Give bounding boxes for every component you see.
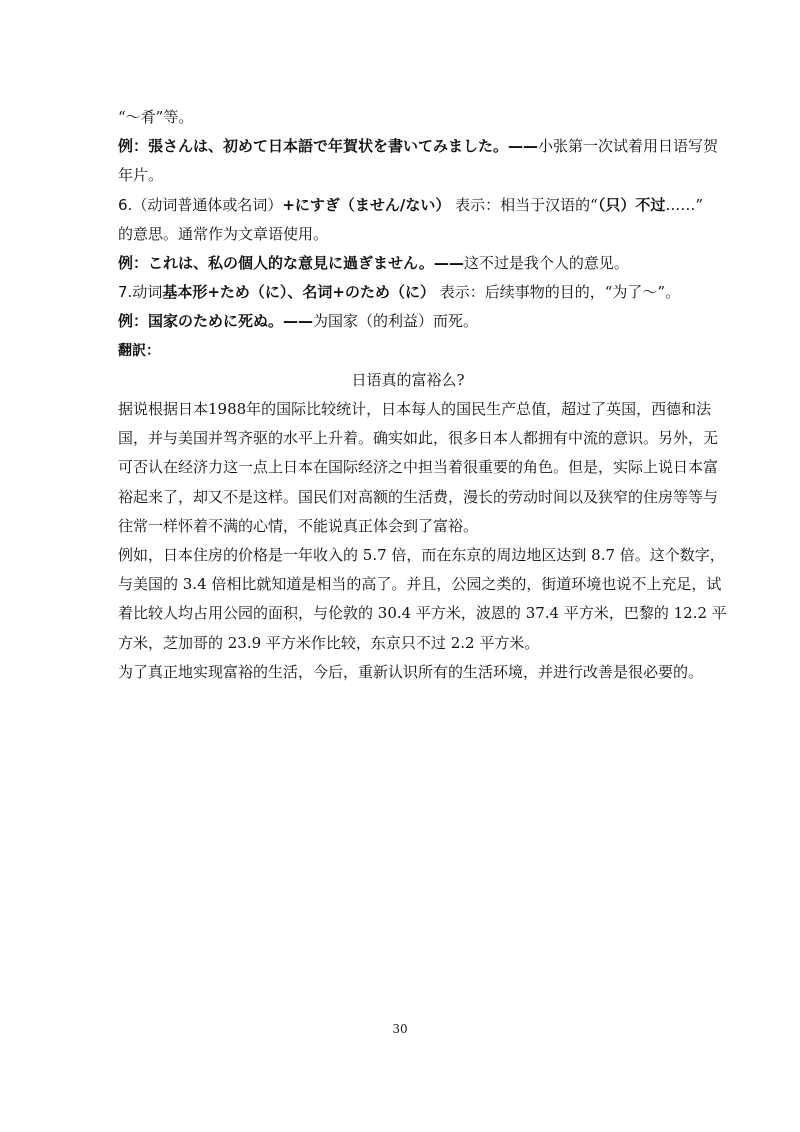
example-7 (118, 307, 688, 336)
item-pattern: 基本形+ため（に）、名词+のため（に） (162, 283, 435, 302)
item-description: 表示：相当于汉语的“ (450, 195, 598, 214)
item-pattern-prefix: （动词普通体或名词） (132, 195, 283, 214)
item-pattern: +にすぎ（ません/ない） (282, 195, 451, 214)
grammar-item-6-continued (118, 220, 688, 249)
example-5-continued (118, 161, 688, 190)
paragraph-2-line: 方米，芝加哥的 23.9 平方米作比较，东京只不过 2.2 平方米。 (118, 633, 540, 652)
example-japanese: 国家のために死ぬ。—— (148, 312, 314, 331)
example-6 (118, 249, 688, 278)
translation-heading: 翻訳： (118, 342, 160, 359)
item-description: 表示：后续事物的目的，“为了～”。 (434, 283, 681, 302)
paragraph-2-line: 与美国的 3.4 倍相比就知道是相当的高了。并且，公园之类的，街道环境也说不上充足，试 (118, 575, 722, 594)
paragraph-1-line: 裕起来了，却又不是这样。国民们对高额的生活费，漫长的劳动时间以及狭窄的住房等等与 (118, 487, 719, 506)
example-label: 例： (118, 312, 149, 331)
page-content (118, 103, 727, 687)
example-chinese-continued: 年片。 (118, 166, 164, 185)
page-number: 30 (392, 1022, 408, 1036)
paragraph-3: 为了真正地实现富裕的生活，今后，重新认识所有的生活环境，并进行改善是很必要的。 (118, 662, 704, 681)
grammar-item-7 (118, 278, 688, 307)
example-chinese: 这不过是我个人的意见。 (463, 254, 629, 273)
item-description-end: ……” (665, 195, 704, 214)
grammar-continuation-line (118, 103, 688, 132)
translation-title: 日语真的富裕么? (351, 370, 465, 389)
item-number: 7. (118, 283, 133, 302)
item-description-emphasis: （只）不过 (597, 195, 666, 214)
example-chinese: 为国家（的利益）而死。 (313, 312, 479, 331)
example-japanese: これは、私の個人的な意見に過ぎません。—— (148, 254, 464, 273)
paragraph-2-line: 着比较人均占用公园的面积，与伦敦的 30.4 平方米，波恩的 37.4 平方米，巴黎的 12.2 平 (118, 604, 727, 623)
continuation-text: “～肴”等。 (118, 108, 194, 126)
paragraph-1-line: 据说根据日本1988年的国际比较统计，日本每人的国民生产总值，超过了英国，西德和法 (118, 400, 712, 419)
paragraph-1-line: 可否认在经济力这一点上日本在国际经济之中担当着很重要的角色。但是，实际上说日本富 (118, 458, 719, 477)
example-label: 例： (118, 254, 149, 273)
paragraph-1-line: 往常一样怀着不满的心情，不能说真正体会到了富裕。 (118, 516, 479, 535)
example-chinese: 小张第一次试着用日语写贺 (538, 137, 719, 156)
grammar-item-6 (118, 191, 704, 220)
item-description-continued: 的意思。通常作为文章语使用。 (118, 224, 329, 243)
example-5 (118, 132, 719, 161)
paragraph-2-line: 例如，日本住房的价格是一年收入的 5.7 倍，而在东京的周边地区达到 8.7 倍。这个数字， (118, 546, 725, 565)
paragraph-1-line: 国，并与美国并驾齐驱的水平上升着。确实如此，很多日本人都拥有中流的意识。另外，无 (118, 429, 719, 448)
item-pattern-prefix: 动词 (132, 283, 163, 302)
example-label: 例： (118, 137, 149, 156)
item-number: 6. (118, 195, 133, 214)
example-japanese: 張さんは、初めて日本語で年賀状を書いてみました。—— (148, 137, 539, 156)
